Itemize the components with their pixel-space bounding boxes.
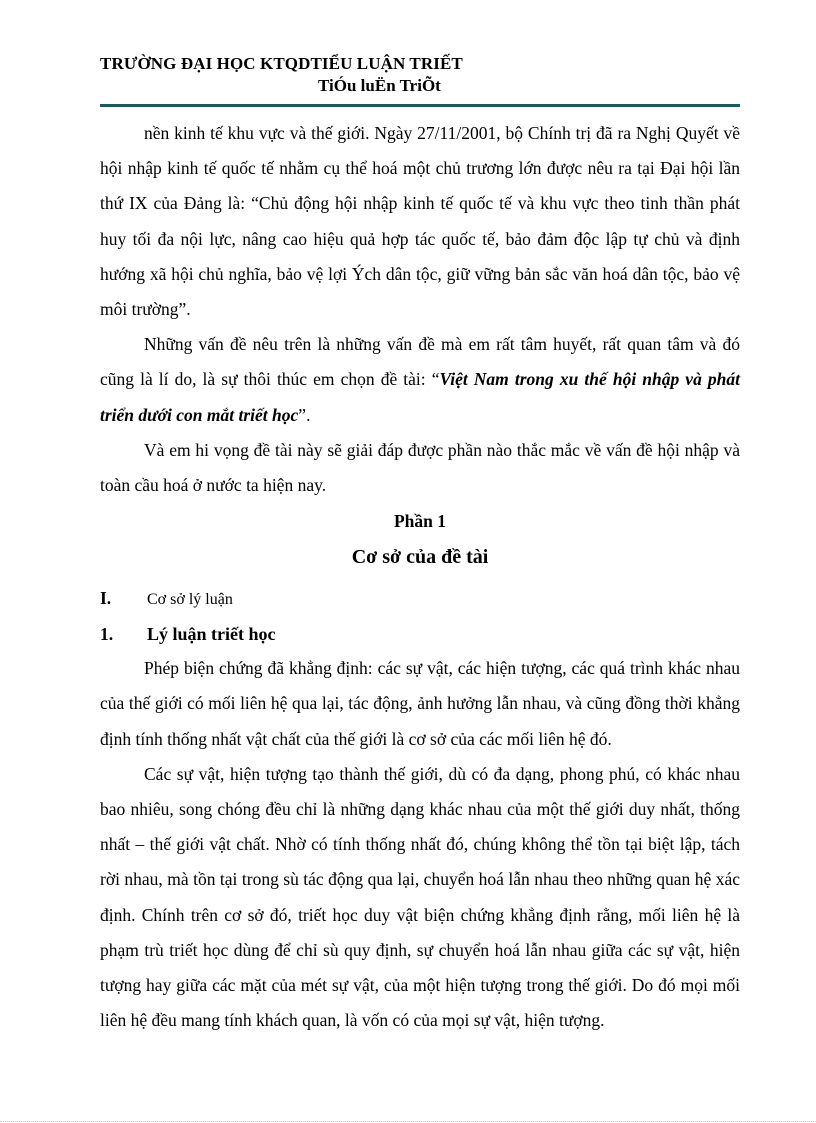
page-bottom-border (0, 1121, 816, 1122)
paragraph-intro: nền kinh tế khu vực và thế giới. Ngày 27/11/2001, bộ Chính trị đã ra Nghị Quyết về hội nhập kinh tế quốc tế nhằm cụ thể hoá một chủ trương lớn được nêu ra tại Đại hội lần thứ IX của Đảng là: “Chủ động hội nhập kinh tế quốc tế và khu vực theo tinh thần phát huy tối đa nội lực, nâng cao hiệu quả hợp tác quốc tế, bảo đảm độc lập tự chủ và định hướng xã hội chủ nghĩa, bảo vệ lợi Ých dân tộc, giữ vững bản sắc văn hoá dân tộc, bảo vệ môi trường”. (100, 123, 740, 320)
section-label: Cơ sở lý luận (147, 591, 233, 609)
header-subtitle: TiÓu luËn TriÕt (318, 76, 441, 95)
paragraph-unity: Các sự vật, hiện tượng tạo thành thế giới, dù có đa dạng, phong phú, có khác nhau bao nhiêu, song chóng đều chỉ là những dạng khác nhau của một thế giới duy nhất, thống nhất – thế giới vật chất. Nhờ có tính thống nhất đó, chúng không thể tồn tại biệt lập, tách rời nhau, mà tồn tại trong sù tác động qua lại, chuyển hoá lẫn nhau theo những quan hệ xác định. Chính trên cơ sở đó, triết học duy vật biện chứng khẳng định rằng, mối liên hệ là phạm trù triết học dùng để chỉ sù quy định, sự chuyển hoá lẫn nhau giữa các sự vật, hiện tượng hay giữa các mặt của mét sự vật, của một hiện tượng trong thế giới. Do đó mọi mối liên hệ đều mang tính khách quan, là vốn có của mọi sự vật, hiện tượng. (100, 763, 740, 1031)
document-body (100, 116, 740, 1038)
subsection-number: 1. (100, 624, 114, 645)
section-number: I. (100, 588, 112, 609)
subsection-heading-1 (100, 617, 740, 651)
header-divider (100, 104, 740, 107)
paragraph-dialectics: Phép biện chứng đã khẳng định: các sự vật, các hiện tượng, các quá trình khác nhau của thế giới có mối liên hệ qua lại, tác động, ảnh hưởng lẫn nhau, và cũng đồng thời khẳng định tính thống nhất vật chất của thế giới là cơ sở của các mối liên hệ đó. (100, 658, 740, 749)
paragraph-hope: Và em hi vọng đề tài này sẽ giải đáp được phần nào thắc mắc về vấn đề hội nhập và toàn cầu hoá ở nước ta hiện nay. (100, 439, 740, 496)
paragraph-topic (100, 327, 740, 433)
part-label: Phần 1 (393, 511, 447, 532)
topic-closing: ”. (298, 404, 311, 425)
topic-title: Việt Nam trong xu thế hội nhập và phát triển dưới con mắt triết học (100, 369, 740, 425)
page-header (100, 53, 740, 97)
section-heading-1 (100, 581, 740, 617)
header-institution: TRƯỜNG ĐẠI HỌC KTQDTIỂU LUẬN TRIẾT (100, 54, 463, 73)
part-title: Cơ sở của đề tài (351, 546, 489, 569)
topic-lead-text: Những vấn đề nêu trên là những vấn đề mà em rất tâm huyết, rất quan tâm và đó cũng là lí do, là sự thôi thúc em chọn đề tài: “ (100, 334, 740, 390)
subsection-label: Lý luận triết học (147, 624, 276, 645)
